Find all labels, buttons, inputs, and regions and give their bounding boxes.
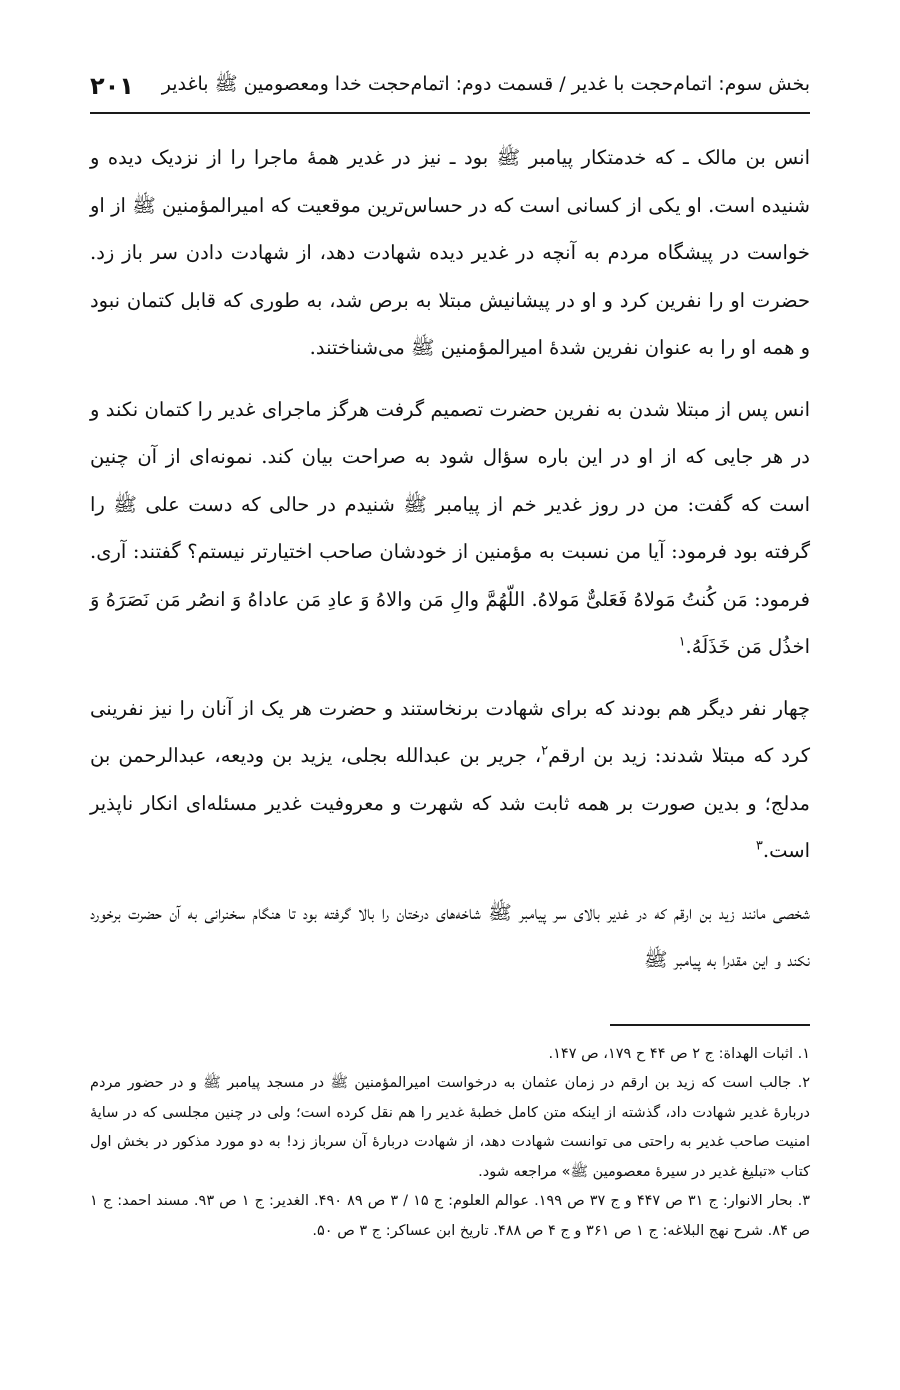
footnote-separator (610, 1024, 810, 1026)
page-number: ۲۰۱ (90, 72, 134, 100)
paragraph (90, 889, 810, 984)
footnote-reference[interactable]: ۱ (678, 634, 686, 650)
footnote-reference[interactable]: ۲ (541, 743, 549, 759)
paragraph-text: شخصی مانند زید بن ارقم که در غدیر بالای سر پیامبر ﷺ شاخه‌های درختان را بالا گرفته بود تا هنگام سخنرانی به آن حضرت برخورد نکند و این مقدرا به پیامبر ﷺ (90, 900, 810, 971)
footnote: ۳. بحار الانوار: ج ۳۱ ص ۴۴۷ و ج ۳۷ ص ۱۹۹. عوالم العلوم: ج ۱۵ / ۳ ص ۸۹ ۴۹۰. الغدیر: ج ۱ ص ۹۳. مسند احمد: ج ۱ ص ۸۴. شرح نهج البلاغه: ج ۱ ص ۳۶۱ و ج ۴ ص ۴۸۸. تاریخ ابن عساکر: ج ۳ ص ۵۰. (90, 1193, 810, 1239)
paragraph (90, 386, 810, 671)
running-header (90, 60, 810, 114)
footnote: ۲. جالب است که زید بن ارقم در زمان عثمان به درخواست امیرالمؤمنین ﷺ در مسجد پیامبر ﷺ و در حضور مردم دربارهٔ غدیر شهادت داد، گذشته از اینکه متن کامل خطبهٔ غدیر را هم نقل کرده است؛ ولی در چنین مجلسی که در سایهٔ امنیت صاحب غدیر به راحتی می توانست شهادت دهد، از شهادت دربارهٔ آن سرباز زد! به دو مورد مذکور در بخش اول کتاب «تبلیغ غدیر در سیرهٔ معصومین ﷺ» مراجعه شود. (90, 1075, 810, 1180)
footnote-reference[interactable]: ۳ (755, 838, 763, 854)
paragraph-text: انس بن مالک ـ که خدمتکار پیامبر ﷺ بود ـ نیز در غدیر همهٔ ماجرا را از نزدیک دیده و شنیده است. او یکی از کسانی است که در حساس‌ترین موقعیت که امیرالمؤمنین ﷺ از او خواست در پیشگاه مردم به آنچه در غدیر دیده شهادت دهد، از شهادت دادن سر باز زد. حضرت او را نفرین کرد و او در پیشانیش مبتلا به برص شد، به طوری که قابل کتمان نبود و همه او را به عنوان نفرین شدهٔ امیرالمؤمنین ﷺ می‌شناختند. (90, 146, 810, 359)
book-page (90, 60, 810, 1360)
footnote-separator-wrap (90, 998, 810, 1040)
header-title: بخش سوم: اتمام‌حجت با غدیر / قسمت دوم: اتمام‌حجت خدا ومعصومین ﷺ باغدیر (161, 73, 810, 95)
footnotes (90, 1040, 810, 1247)
body-text (90, 134, 810, 984)
paragraph-text: انس پس از مبتلا شدن به نفرین حضرت تصمیم گرفت هرگز ماجرای غدیر را کتمان نکند و در هر جایی که از او در این باره سؤال شود به صراحت بیان کند. نمونه‌ای از آن چنین است که گفت: من در روز غدیر خم از پیامبر ﷺ شنیدم در حالی که دست علی ﷺ را گرفته بود فرمود: آیا من نسبت به مؤمنین از خودشان صاحب اختیارتر نیستم؟ گفتند: آری. فرمود: مَن کُنتُ مَولاهُ فَعَلیٌّ مَولاهُ. اللّهُمَّ والِ مَن والاهُ وَ عادِ مَن عاداهُ وَ انصُر مَن نَصَرَهُ وَ اخذُل مَن خَذَلَهُ. (90, 397, 810, 658)
paragraph-text: ، جریر بن عبدالله بجلی، یزید بن ودیعه، عبدالرحمن بن مدلج؛ و بدین صورت بر همه ثابت شد که شهرت و معروفیت غدیر مسئله‌ای انکار ناپذیر است. (90, 744, 810, 862)
paragraph-text: چهار نفر دیگر هم بودند که برای شهادت برنخاستند و حضرت هر یک از آنان را نیز نفرینی کرد که مبتلا شدند: زید بن ارقم (90, 696, 811, 767)
paragraph (90, 685, 810, 875)
paragraph (90, 134, 810, 372)
footnote: ۱. اثبات الهداة: ج ۲ ص ۴۴ ح ۱۷۹، ص ۱۴۷. (548, 1045, 810, 1062)
